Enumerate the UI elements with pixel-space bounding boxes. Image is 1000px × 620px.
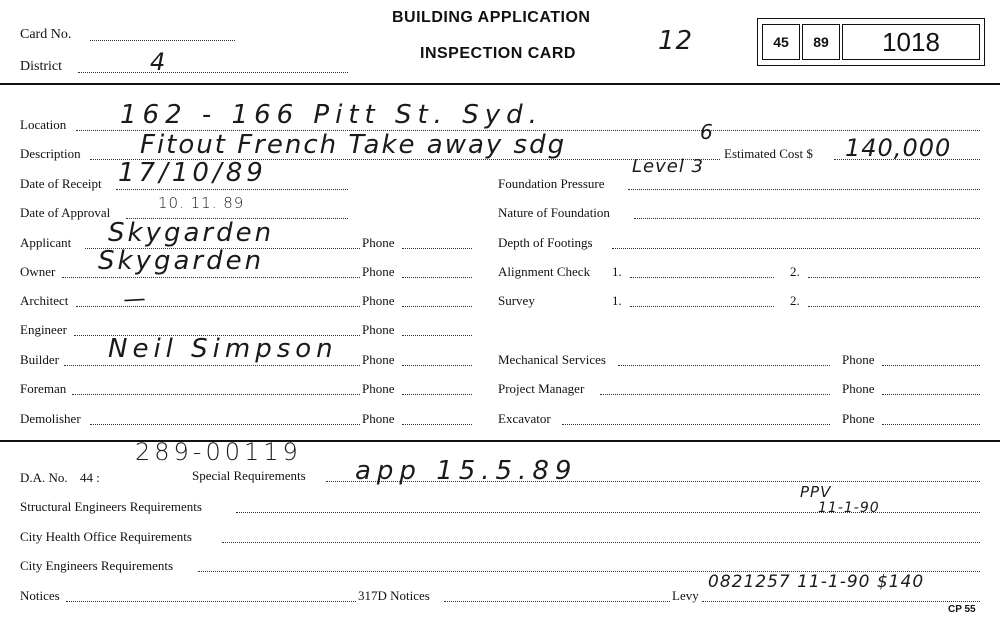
survey-num-2: 2.	[790, 293, 800, 308]
title-line-2: INSPECTION CARD	[420, 45, 576, 62]
levy-field[interactable]	[702, 601, 980, 602]
owner-phone-field[interactable]	[402, 277, 472, 278]
structural-note-1: PPV	[800, 483, 832, 501]
date-receipt-label: Date of Receipt	[20, 176, 102, 191]
depth-footings-field[interactable]	[612, 248, 980, 249]
survey-field-1[interactable]	[630, 306, 774, 307]
demolisher-label: Demolisher	[20, 411, 81, 426]
excavator-label: Excavator	[498, 411, 551, 426]
alignment-label: Alignment Check	[498, 264, 591, 279]
notices-field[interactable]	[66, 601, 356, 602]
builder-label: Builder	[20, 352, 59, 367]
engineer-label: Engineer	[20, 322, 67, 337]
excavator-phone-label: Phone	[842, 411, 875, 426]
owner-phone-label: Phone	[362, 264, 395, 279]
architect-field[interactable]	[76, 306, 360, 307]
divider-top	[0, 83, 1000, 85]
alignment-field-1[interactable]	[630, 277, 774, 278]
demolisher-phone-label: Phone	[362, 411, 395, 426]
survey-label: Survey	[498, 293, 535, 308]
depth-footings-label: Depth of Footings	[498, 235, 593, 250]
owner-field[interactable]	[62, 277, 360, 278]
special-requirements-value: app 15.5.89	[355, 456, 578, 486]
da-label: D.A. No.	[20, 470, 68, 485]
title-line-1: BUILDING APPLICATION	[392, 9, 591, 26]
mechanical-label: Mechanical Services	[498, 352, 606, 367]
card-no-field[interactable]	[90, 40, 235, 41]
form-code: CP 55	[948, 604, 976, 615]
structural-label: Structural Engineers Requirements	[20, 499, 202, 514]
foundation-pressure-label: Foundation Pressure	[498, 176, 605, 191]
excavator-field[interactable]	[562, 424, 830, 425]
foundation-pressure-field[interactable]	[628, 189, 980, 190]
architect-phone-field[interactable]	[402, 306, 472, 307]
project-manager-phone-field[interactable]	[882, 394, 980, 395]
date-approval-label: Date of Approval	[20, 205, 111, 220]
project-manager-field[interactable]	[600, 394, 830, 395]
nature-foundation-label: Nature of Foundation	[498, 205, 610, 220]
builder-phone-label: Phone	[362, 352, 395, 367]
architect-value: /	[121, 290, 148, 311]
nature-foundation-field[interactable]	[634, 218, 980, 219]
code-a: 45	[762, 24, 800, 60]
demolisher-field[interactable]	[90, 424, 360, 425]
da-prefix: 44 :	[80, 470, 100, 485]
card-no-label: Card No.	[20, 27, 72, 42]
foreman-phone-label: Phone	[362, 381, 395, 396]
applicant-phone-label: Phone	[362, 235, 395, 250]
description-level: Level 3	[632, 156, 705, 177]
location-label: Location	[20, 117, 67, 132]
survey-field-2[interactable]	[808, 306, 980, 307]
da-value: 289-00119	[135, 438, 302, 466]
estimated-cost-label: Estimated Cost $	[724, 146, 813, 161]
engineer-phone-label: Phone	[362, 322, 395, 337]
alignment-num-1: 1.	[612, 264, 622, 279]
engineer-phone-field[interactable]	[402, 335, 472, 336]
description-label: Description	[20, 146, 81, 161]
handwritten-number: 12	[658, 26, 694, 56]
special-requirements-label: Special Requirements	[192, 468, 306, 483]
excavator-phone-field[interactable]	[882, 424, 980, 425]
district-label: District	[20, 59, 62, 74]
builder-value: Neil Simpson	[108, 334, 338, 364]
builder-field[interactable]	[64, 365, 360, 366]
estimated-cost-value: 140,000	[845, 134, 952, 162]
description-extra: 6	[700, 120, 714, 144]
foreman-phone-field[interactable]	[402, 394, 472, 395]
foreman-label: Foreman	[20, 381, 67, 396]
mechanical-phone-field[interactable]	[882, 365, 980, 366]
notices-317d-field[interactable]	[444, 601, 670, 602]
builder-phone-field[interactable]	[402, 365, 472, 366]
district-field[interactable]	[78, 72, 348, 73]
demolisher-phone-field[interactable]	[402, 424, 472, 425]
architect-label: Architect	[20, 293, 69, 308]
levy-value: 0821257 11-1-90 $140	[708, 572, 925, 592]
date-receipt-field[interactable]	[116, 189, 348, 190]
levy-label: Levy	[672, 588, 699, 603]
notices-label: Notices	[20, 588, 60, 603]
card-number: 1018	[842, 24, 980, 60]
applicant-label: Applicant	[20, 235, 72, 250]
mechanical-field[interactable]	[618, 365, 830, 366]
survey-num-1: 1.	[612, 293, 622, 308]
mechanical-phone-label: Phone	[842, 352, 875, 367]
applicant-value: Skygarden	[108, 218, 275, 248]
notices-317d-label: 317D Notices	[358, 588, 430, 603]
alignment-num-2: 2.	[790, 264, 800, 279]
owner-value: Skygarden	[98, 246, 265, 276]
city-engineers-label: City Engineers Requirements	[20, 558, 174, 573]
health-field[interactable]	[222, 542, 980, 543]
structural-note-2: 11-1-90	[818, 500, 880, 516]
date-receipt-value: 17/10/89	[118, 158, 267, 188]
alignment-field-2[interactable]	[808, 277, 980, 278]
code-b: 89	[802, 24, 840, 60]
health-label: City Health Office Requirements	[20, 529, 192, 544]
date-approval-value: 10. 11. 89	[158, 194, 245, 212]
foreman-field[interactable]	[72, 394, 360, 395]
project-manager-label: Project Manager	[498, 381, 585, 396]
applicant-phone-field[interactable]	[402, 248, 472, 249]
architect-phone-label: Phone	[362, 293, 395, 308]
district-value: 4	[150, 48, 167, 76]
owner-label: Owner	[20, 264, 56, 279]
description-value: Fitout French Take away sdg	[140, 130, 567, 160]
location-value: 162 - 166 Pitt St. Syd.	[120, 100, 543, 130]
project-manager-phone-label: Phone	[842, 381, 875, 396]
